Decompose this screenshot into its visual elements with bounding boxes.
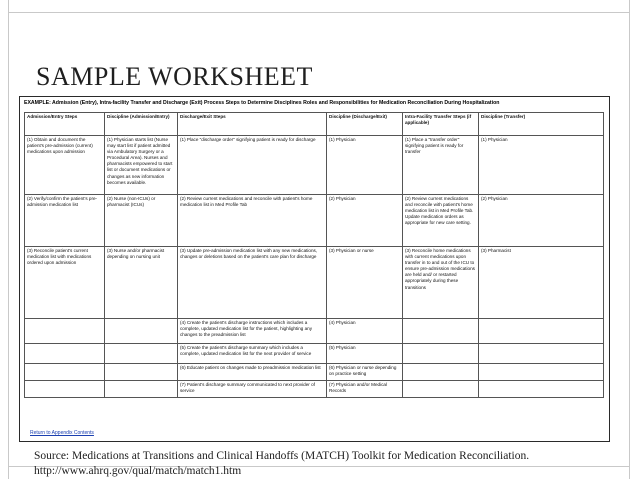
table-cell [105,319,178,344]
table-cell: (2) Verify/confirm the patient's pre-admission medication list [25,195,105,247]
table-cell [403,381,479,398]
source-url[interactable]: http://www.ahrq.gov/qual/match/match1.htm [34,465,242,477]
table-cell: (3) Nurse and/or pharmacist depending on nursing unit [105,247,178,319]
table-cell [403,344,479,364]
slide-frame-right [629,0,630,479]
table-cell: (2) Review current medications and reconcile with patient's home medication list in Med Profile Tab [178,195,327,247]
table-cell: (6) Educate patient on changes made to preadmission medication list [178,364,327,381]
table-row [25,136,604,195]
table-cell: (1) Obtain and document the patient's pre-admission (current) medications upon admission [25,136,105,195]
table-cell [105,364,178,381]
table-cell [105,381,178,398]
slide-title: SAMPLE WORKSHEET [36,62,313,91]
table-cell [403,364,479,381]
column-header: Discipline (Transfer) [479,113,604,136]
return-to-appendix-link[interactable]: Return to Appendix Contents [30,430,94,436]
table-cell: (7) Physician and/or Medical Records [327,381,403,398]
column-header: Discharge/Exit Steps [178,113,327,136]
table-cell: (2) Physician [479,195,604,247]
slide-frame-left [8,0,9,479]
slide-frame-top [8,12,630,13]
table-cell: (2) Nurse (non-ICUs) or pharmacist (ICUs) [105,195,178,247]
table-cell: (3) Pharmacist [479,247,604,319]
table-cell [479,344,604,364]
table-cell: (3) Physician or nurse [327,247,403,319]
source-text: Source: Medications at Transitions and Clinical Handoffs (MATCH) Toolkit for Medication Reconciliation. [34,450,530,462]
table-cell [479,364,604,381]
column-header: Discipline (Discharge/Exit) [327,113,403,136]
table-row [25,195,604,247]
table-cell: (3) Reconcile patient's current medication list with medications ordered upon admission [25,247,105,319]
table-cell: (3) Update pre-admission medication list with any new medications, changes or deletions based on the patient's care plan for discharge [178,247,327,319]
worksheet-image [19,96,610,442]
table-cell [479,381,604,398]
worksheet-table [24,112,604,398]
table-cell: (1) Physician starts list (Nurse may start list if patient admitted via Ambulatory Surgery or a Procedural Area). Nurses and pharmacists empowered to start list or document medications or changes as new information becomes available. [105,136,178,195]
table-header-row [25,113,604,136]
table-cell: (2) Physician [327,195,403,247]
table-row [25,344,604,364]
table-cell: (2) Review current medications and reconcile with patient's home medication list in Med Profile Tab. Update medication orders as appropriate for new care setting. [403,195,479,247]
column-header: Discipline (Admission/Entry) [105,113,178,136]
table-cell [479,319,604,344]
table-row [25,319,604,344]
table-cell [25,364,105,381]
table-cell [403,319,479,344]
column-header: Admission/Entry Steps [25,113,105,136]
table-cell: (3) Reconcile home medications with current medications upon transfer in to and out of the ICU to ensure pre-admission medications are held and/ or restarted appropriately during these transitions [403,247,479,319]
table-cell: (5) Physician [327,344,403,364]
table-cell: (1) Place "discharge order" signifying patient is ready for discharge [178,136,327,195]
table-cell: (4) Physician [327,319,403,344]
table-cell: (1) Physician [479,136,604,195]
table-row [25,381,604,398]
table-cell: (7) Patient's discharge summary communicated to next provider of service [178,381,327,398]
example-heading: EXAMPLE: Admission (Entry), Intra-facility Transfer and Discharge (Exit) Process Steps to Determine Disciplines Roles and Responsibilities for Medication Reconciliation During Hospitalization [24,100,500,106]
table-row [25,247,604,319]
column-header: Intra-Facility Transfer Steps (if applicable) [403,113,479,136]
table-cell [25,381,105,398]
table-cell: (5) Create the patient's discharge summary which includes a complete, updated medication list for the next provider of service [178,344,327,364]
table-row [25,364,604,381]
table-cell [25,319,105,344]
table-cell: (1) Physician [327,136,403,195]
table-cell: (6) Physician or nurse depending on practice setting [327,364,403,381]
table-cell [105,344,178,364]
table-cell: (4) Create the patient's discharge instructions which includes a complete, updated medication list for the patient, highlighting any changes to the preadmission list [178,319,327,344]
table-cell: (1) Place a "transfer order" signifying patient is ready for transfer [403,136,479,195]
source-citation [34,449,614,479]
table-cell [25,344,105,364]
